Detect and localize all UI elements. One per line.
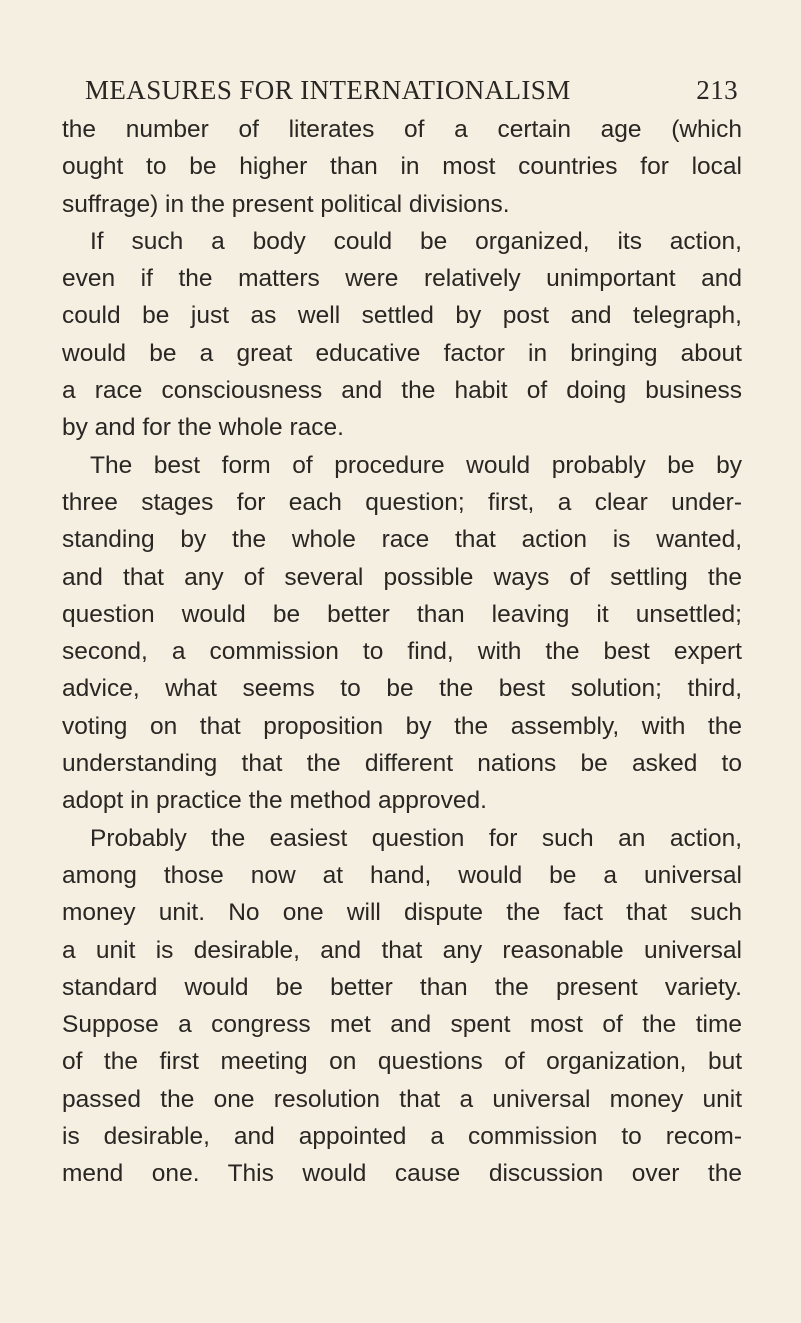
- text-line: is desirable, and appointed a commission to recom-: [62, 1123, 742, 1151]
- text-line: voting on that proposition by the assembly, with the: [62, 712, 742, 740]
- text-line: standing by the whole race that action is wanted,: [62, 526, 742, 554]
- text-line: would be a great educative factor in bringing about: [62, 339, 742, 367]
- text-line: by and for the whole race.: [62, 414, 344, 442]
- text-line: a race consciousness and the habit of doing business: [62, 377, 742, 405]
- text-line: standard would be better than the present variety.: [62, 973, 742, 1001]
- text-line: advice, what seems to be the best solution; third,: [62, 675, 742, 703]
- text-line: The best form of procedure would probably be by: [90, 451, 742, 479]
- text-line: Probably the easiest question for such an action,: [90, 824, 742, 852]
- text-line: and that any of several possible ways of settling the: [62, 563, 742, 591]
- text-line: a unit is desirable, and that any reasonable universal: [62, 936, 742, 964]
- text-line: passed the one resolution that a universal money unit: [62, 1085, 742, 1113]
- text-line: ought to be higher than in most countries for local: [62, 153, 742, 181]
- text-line: three stages for each question; first, a clear under-: [62, 488, 742, 516]
- text-line: second, a commission to find, with the best expert: [62, 638, 742, 666]
- body-text: [62, 111, 742, 1193]
- text-line: understanding that the different nations be asked to: [62, 750, 742, 778]
- text-line: of the first meeting on questions of organization, but: [62, 1048, 742, 1076]
- text-line: mend one. This would cause discussion over the: [62, 1160, 742, 1188]
- text-line: If such a body could be organized, its action,: [90, 227, 742, 255]
- page-number: 213: [696, 75, 738, 105]
- text-line: suffrage) in the present political divisions.: [62, 190, 510, 218]
- running-title: MEASURES FOR INTERNATIONALISM: [85, 75, 571, 105]
- text-line: Suppose a congress met and spent most of the time: [62, 1011, 742, 1039]
- text-line: the number of literates of a certain age (which: [62, 116, 742, 143]
- text-line: could be just as well settled by post and telegraph,: [62, 302, 742, 330]
- text-line: even if the matters were relatively unimportant and: [62, 265, 742, 293]
- text-line: question would be better than leaving it unsettled;: [62, 600, 742, 628]
- running-head: [62, 70, 738, 110]
- text-line: adopt in practice the method approved.: [62, 787, 487, 815]
- text-line: among those now at hand, would be a universal: [62, 861, 742, 889]
- text-line: money unit. No one will dispute the fact that such: [62, 899, 742, 927]
